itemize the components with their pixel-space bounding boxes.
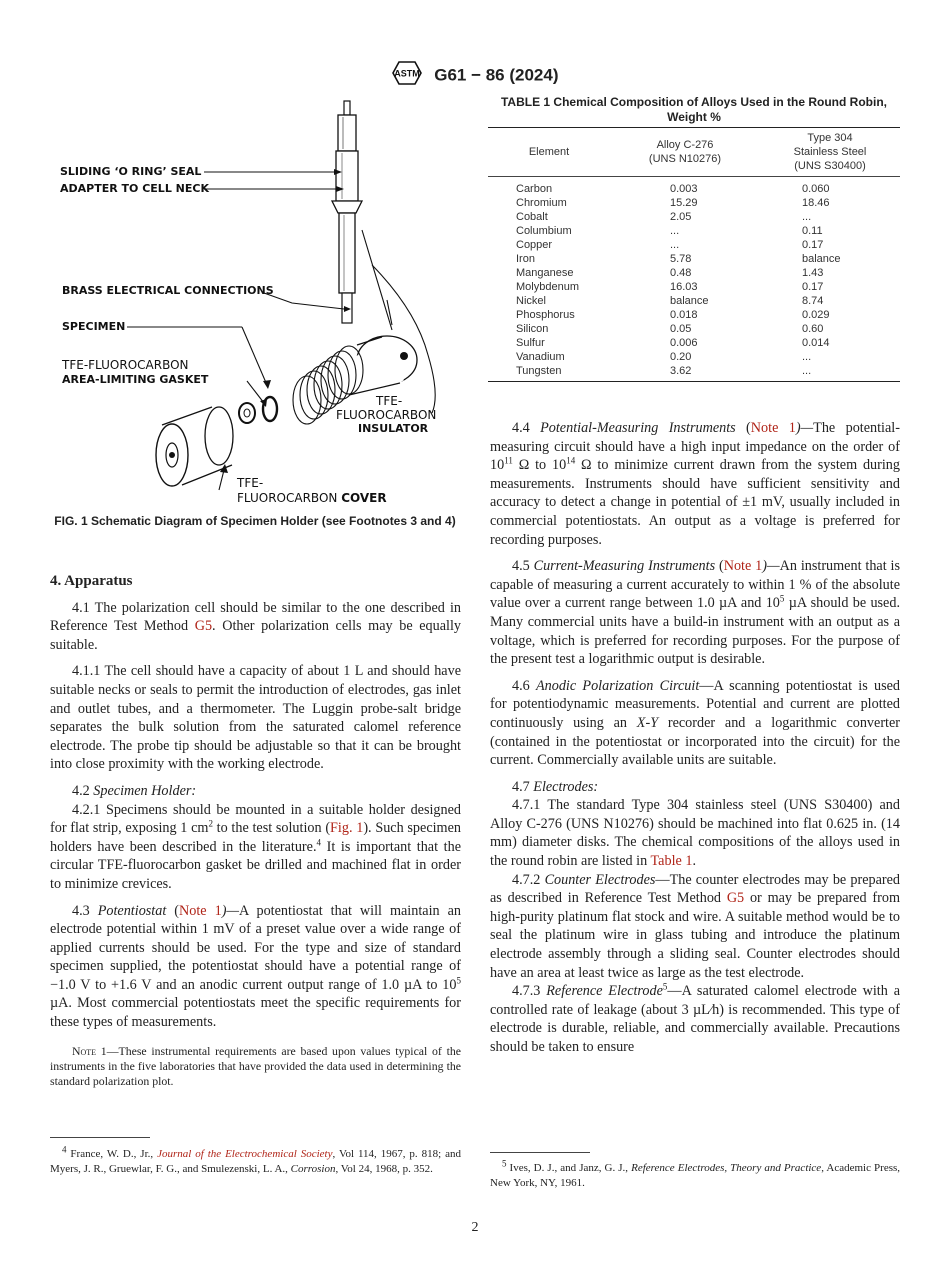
para-4-4-sup2: 14 [566, 455, 576, 466]
cell-alloy-c276: 3.62 [670, 365, 692, 377]
footnote-4-a: France, W. D., Jr., [66, 1148, 158, 1160]
alloy-table-wrap [488, 127, 900, 382]
footnote-5-title: Reference Electrodes, Theory and Practice [631, 1162, 822, 1174]
cell-alloy-c276: 15.29 [670, 197, 698, 209]
header-element: Element [528, 146, 570, 158]
page-number: 2 [471, 1220, 479, 1235]
table-row [488, 350, 900, 364]
para-4-6-a: —A scanning potentiostat is used for potentiodynamic measurements. Potential and current are plotted continuously using an [490, 677, 901, 731]
para-4-7-3-num: 4.7.3 [512, 983, 547, 1000]
para-4-2-1 [50, 801, 461, 894]
adapter-upper [336, 151, 358, 201]
table-row [488, 252, 900, 266]
table-row [488, 210, 900, 224]
cell-element: Manganese [516, 267, 574, 279]
para-4-7-2-b: or may be prepared from high-purity platinum flat stock and wire. A suitable method would be to seal the platinum wire in glass tubing and introduce the platinum electrode assembly through a sliding seal. Counter electrodes should have an area at least twice as large as the test electrode. [490, 890, 900, 981]
cell-type-304: 0.060 [802, 183, 830, 195]
link-note-1-b[interactable]: Note 1 [750, 420, 796, 436]
link-fig-1[interactable]: Fig. 1 [330, 820, 364, 837]
document-designation: G61 − 86 (2024) [434, 65, 559, 85]
label-cover-3: COVER [341, 491, 387, 505]
para-4-6-num: 4.6 [512, 677, 536, 694]
table-row [488, 266, 900, 280]
para-4-7-title: Electrodes: [533, 778, 599, 795]
cell-alloy-c276: 2.05 [670, 211, 692, 223]
cell-element: Columbium [516, 225, 572, 237]
para-4-5-num: 4.5 [512, 558, 534, 575]
para-4-3-title: Potentiostat [97, 902, 167, 919]
table-row [488, 224, 900, 238]
cell-type-304: ... [802, 365, 812, 377]
para-4-3-close: )— [221, 902, 240, 919]
cell-element: Phosphorus [516, 309, 575, 321]
table-row [488, 308, 900, 322]
para-4-4-a: The potential-measuring circuit should have a high input impedance on the order of 10 [490, 420, 900, 474]
cell-type-304: ... [802, 351, 812, 363]
para-4-5-b: µA should be used. Many commercial units have a build-in instrument with an output as a voltage, which is preferred for recording purposes. For the purpose of the present test a logarithmic output is desirable. [490, 595, 900, 668]
cell-element: Molybdenum [516, 281, 579, 293]
table-caption: TABLE 1 Chemical Composition of Alloys Used in the Round Robin, Weight % [500, 95, 887, 124]
table-body [488, 177, 900, 382]
footnote-rule-right [490, 1152, 590, 1153]
link-note-1[interactable]: Note 1 [179, 902, 222, 919]
para-4-2-1-c: ). Such specimen holders have been described in the literature. [50, 820, 461, 855]
cell-alloy-c276: 16.03 [670, 281, 698, 293]
para-4-7-2 [490, 871, 900, 983]
header-steel-line2: Stainless Steel [793, 146, 867, 158]
cell-type-304: 0.014 [802, 337, 830, 349]
cell-alloy-c276: balance [670, 295, 709, 307]
alloy-composition-table [488, 127, 900, 381]
cell-alloy-c276: 5.78 [670, 253, 692, 265]
cell-type-304: balance [802, 253, 841, 265]
cover-back-face [205, 407, 233, 465]
para-4-4-title: Potential-Measuring Instruments [540, 420, 736, 436]
para-4-6 [490, 677, 900, 770]
cell-element: Iron [516, 253, 535, 265]
insulator-hole [400, 352, 408, 360]
para-4-4-b: Ω to 10 [512, 457, 567, 474]
header-steel [760, 128, 900, 177]
table-row [488, 336, 900, 350]
cell-type-304: 0.029 [802, 309, 830, 321]
label-specimen: SPECIMEN [62, 320, 126, 333]
label-insulator-2: FLUOROCARBON [336, 408, 437, 422]
label-insulator-1: TFE- [376, 394, 403, 408]
table-row [488, 322, 900, 336]
para-4-7-2-a: —The counter electrodes may be prepared as described in Reference Test Method [490, 871, 901, 907]
link-note-1-c[interactable]: Note 1 [723, 558, 763, 575]
cell-type-304: 1.43 [802, 267, 824, 279]
label-gasket-top: TFE-FLUOROCARBON [62, 358, 189, 372]
cell-type-304: ... [802, 211, 812, 223]
rod-tip [344, 101, 350, 115]
label-cover-2-text: FLUOROCARBON [237, 491, 338, 505]
para-4-7-1 [490, 796, 900, 870]
table-row [488, 238, 900, 252]
para-4-1-text: 4.1 The polarization cell should be similar to the one described in Reference Test Method [50, 599, 461, 635]
label-sliding-seal: SLIDING ‘O RING’ SEAL [60, 165, 202, 178]
cell-alloy-c276: 0.20 [670, 351, 692, 363]
header-steel-line1: Type 304 [807, 132, 853, 144]
link-g5-b[interactable]: G5 [726, 890, 745, 907]
label-adapter: ADAPTER TO CELL NECK [60, 182, 209, 195]
para-4-3-b: µA. Most commercial potentiostats meet the specific requirements for these types of measurements. [50, 995, 461, 1031]
para-4-5: 4.5 Current-Measuring Instruments (Note 1)—An instrument that is capable of measuring a current accurately to within 1 % of the absolute value over a current range between 1.0 µA and $10^5$ µA should be used. Many commercial units have a build-in instrument with an output as a voltage, which is preferred for recording purposes. For the purpose of the present test a logarithmic output is desirable. [490, 558, 900, 668]
para-4-3-open: ( [166, 902, 180, 919]
cell-type-304: 0.60 [802, 323, 824, 335]
footnote-4-num: 4 [62, 1144, 67, 1155]
table-row [488, 294, 900, 308]
para-4-7-1-a: 4.7.1 The standard Type 304 stainless steel (UNS S30400) and Alloy C-276 (UNS N10276) should be machined into flat 0.625 in. (14 mm) diameter disks. The chemical compositions of the alloys used in the round robin are listed in [490, 797, 900, 870]
para-4-2-1-d: It is important that the circular TFE-fluorocarbon gasket be drilled and machined flat in order to minimize crevices. [50, 838, 461, 892]
footnote-5-b: , Academic Press, New York, NY, 1961. [490, 1162, 901, 1189]
adapter-shaft [339, 213, 355, 293]
label-brass-connections: BRASS ELECTRICAL CONNECTIONS [62, 284, 274, 297]
section-heading-apparatus: 4. Apparatus [50, 573, 133, 589]
para-4-7-1-b: . [692, 853, 696, 870]
adapter-taper [332, 201, 362, 213]
footnote-4-b: , Vol 114, 1967, p. 818; and Myers, J. R., Gruewlar, F. G., and Smulezenski, L. A., [50, 1148, 461, 1175]
para-4-3-num: 4.3 [72, 902, 98, 919]
left-column [50, 572, 461, 1089]
cell-element: Carbon [516, 183, 553, 195]
link-g5[interactable]: G5 [194, 618, 213, 635]
para-4-7-num: 4.7 [512, 778, 534, 795]
header-alloy [610, 128, 760, 177]
cell-type-304: 18.46 [802, 197, 830, 209]
para-4-4-c: Ω to minimize current drawn from the system during measurements. Instruments should have sufficient sensitivity and accuracy to detect a change in potential of ±1 mV, usually included in commercial potentiostats. An output as a voltage is preferred for recording purposes. [490, 457, 900, 548]
cell-element: Tungsten [516, 365, 562, 377]
para-4-7-3-title: Reference Electrode [546, 983, 663, 1000]
para-4-7-2-num: 4.7.2 [512, 871, 545, 888]
table-bottom-rule [488, 381, 900, 382]
cover-hole [169, 452, 175, 458]
cell-type-304: 0.17 [802, 281, 824, 293]
para-4-2 [50, 782, 461, 801]
table-row [488, 177, 900, 197]
cell-type-304: 0.17 [802, 239, 824, 251]
para-4-7-3 [490, 982, 900, 1056]
note-1-text: 1—These instrumental requirements are based upon values typical of the instruments in the five laboratories that have provided the data used in determining the standard polarization plot. [50, 1043, 461, 1088]
footnote-ref-5[interactable]: 5 [662, 981, 668, 992]
footnote-ref-4[interactable]: 4 [316, 836, 322, 847]
table-header-row [488, 128, 900, 177]
table-row [488, 364, 900, 381]
footnote-5 [490, 1158, 901, 1190]
para-4-2-1-a: 4.2.1 Specimens should be mounted in a suitable holder designed for flat strip, exposing 1 cm [50, 801, 461, 837]
para-4-3-a: A potentiostat that will maintain an electrode potential within 1 mV of a preset value over a wide range of applied currents should be used. For the type and size of standard specimen supplied, the potentiostat should have a potential range of −1.0 V to +1.6 V and an anodic current output range of 1.0 µA to 10 [50, 902, 461, 993]
para-4-2-1-sup: 2 [208, 818, 213, 829]
specimen-holder-diagram [52, 95, 472, 515]
cell-alloy-c276: ... [670, 225, 680, 237]
para-4-7 [490, 778, 900, 797]
para-4-2-title: Specimen Holder: [93, 782, 197, 799]
label-cover-1: TFE- [237, 476, 264, 490]
specimen-hole [244, 409, 250, 417]
para-4-1-end: . Other polarization cells may be equally suitable. [50, 618, 462, 653]
link-journal[interactable]: Journal of the Electrochemical Society [157, 1148, 333, 1160]
cell-alloy-c276: 0.006 [670, 337, 698, 349]
para-4-7-3-a: —A saturated calomel electrode with a controlled rate of leakage (about 3 µL⁄h) is recommended. This type of electrode is durable, reliable, and commercially available. Precautions should be taken to ensure [490, 983, 900, 1055]
para-4-7-2-title: Counter Electrodes [544, 871, 656, 888]
cell-alloy-c276: 0.018 [670, 309, 698, 321]
cell-alloy-c276: 0.003 [670, 183, 698, 195]
sliding-seal-body [338, 115, 356, 151]
cell-element: Vanadium [516, 351, 565, 363]
label-gasket-bottom: AREA-LIMITING GASKET [62, 373, 209, 386]
label-cover-2 [237, 491, 387, 505]
right-column [490, 419, 900, 1057]
cell-alloy-c276: 0.48 [670, 267, 692, 279]
para-4-6-xy: X-Y [636, 714, 659, 731]
para-4-6-b: recorder and a logarithmic converter (contained in the potentiostat or incorporated into the circuit) for the current. Commercially available units are suitable. [490, 714, 901, 769]
footnote-rule-left [50, 1137, 150, 1138]
para-4-5-sup: 5 [779, 593, 785, 604]
footnote-5-a: Ives, D. J., and Janz, G. J., [506, 1162, 632, 1174]
note-1 [50, 1044, 461, 1089]
cell-element: Sulfur [516, 337, 545, 349]
page-header [0, 59, 950, 92]
figure-caption: FIG. 1 Schematic Diagram of Specimen Holder (see Footnotes 3 and 4) [54, 514, 456, 528]
cell-element: Chromium [516, 197, 567, 209]
cell-element: Cobalt [516, 211, 548, 223]
header-steel-line3: (UNS S30400) [794, 160, 866, 172]
label-insulator-3: INSULATOR [358, 422, 429, 435]
para-4-3-sup: 5 [456, 975, 461, 986]
cell-element: Nickel [516, 295, 546, 307]
cell-type-304: 0.11 [802, 225, 823, 237]
para-4-1-1: 4.1.1 The cell should have a capacity of about 1 L and should have suitable necks or seals to permit the introduction of electrodes, gas inlet and outlet tubes, and a thermometer. The Luggin probe-salt bridge separates the bulk solution from the saturated calomel reference electrode. The probe tip should be adjustable so that it can be brought into close proximity with the working electrode. [50, 663, 461, 773]
cell-alloy-c276: 0.05 [670, 323, 692, 335]
para-4-4: 4.4 Potential-Measuring Instruments (Note 1)—The potential-measuring circuit should have a high input impedance on the order of $10^{11}$ Ω to $10^{14}$ Ω to minimize current drawn from the system during measurements. Instruments should have sufficient sensitivity and accuracy to detect a change in potential of ±1 mV, usually included in commercial potentiostats. An output as a voltage is preferred for recording purposes. [490, 420, 900, 548]
cell-element: Copper [516, 239, 553, 251]
header-alloy-line2: (UNS N10276) [648, 153, 722, 165]
logo-text: ASTM [394, 68, 421, 79]
footnote-4 [50, 1144, 461, 1176]
para-4-2-num: 4.2 [72, 782, 94, 799]
para-4-5-title: Current-Measuring Instruments [533, 558, 716, 575]
link-table-1[interactable]: Table 1 [650, 853, 693, 870]
para-4-2-1-b: to the test solution ( [212, 820, 331, 837]
header-alloy-line1: Alloy C-276 [656, 139, 714, 151]
para-4-1 [50, 599, 461, 655]
para-4-5-a: An instrument that is capable of measuring a current accurately to within 1 % of the absolute value over a current range between 1.0 µA and 10 [490, 558, 900, 612]
table-row [488, 196, 900, 210]
cell-element: Silicon [516, 323, 549, 335]
cell-alloy-c276: ... [670, 239, 680, 251]
note-1-label: Note [72, 1043, 97, 1058]
para-4-4-sup1: 11 [504, 455, 513, 466]
para-4-3 [50, 902, 461, 1032]
table-row [488, 280, 900, 294]
footnote-4-c: , Vol 24, 1968, p. 352. [335, 1162, 433, 1175]
footnote-4-corrosion: Corrosion [290, 1162, 336, 1175]
astm-logo-icon [391, 59, 423, 92]
para-4-4-num: 4.4 [512, 420, 541, 436]
cell-type-304: 8.74 [802, 295, 824, 307]
footnote-5-num: 5 [502, 1158, 507, 1169]
para-4-6-title: Anodic Polarization Circuit [535, 677, 700, 694]
arrow-heads [220, 169, 351, 473]
